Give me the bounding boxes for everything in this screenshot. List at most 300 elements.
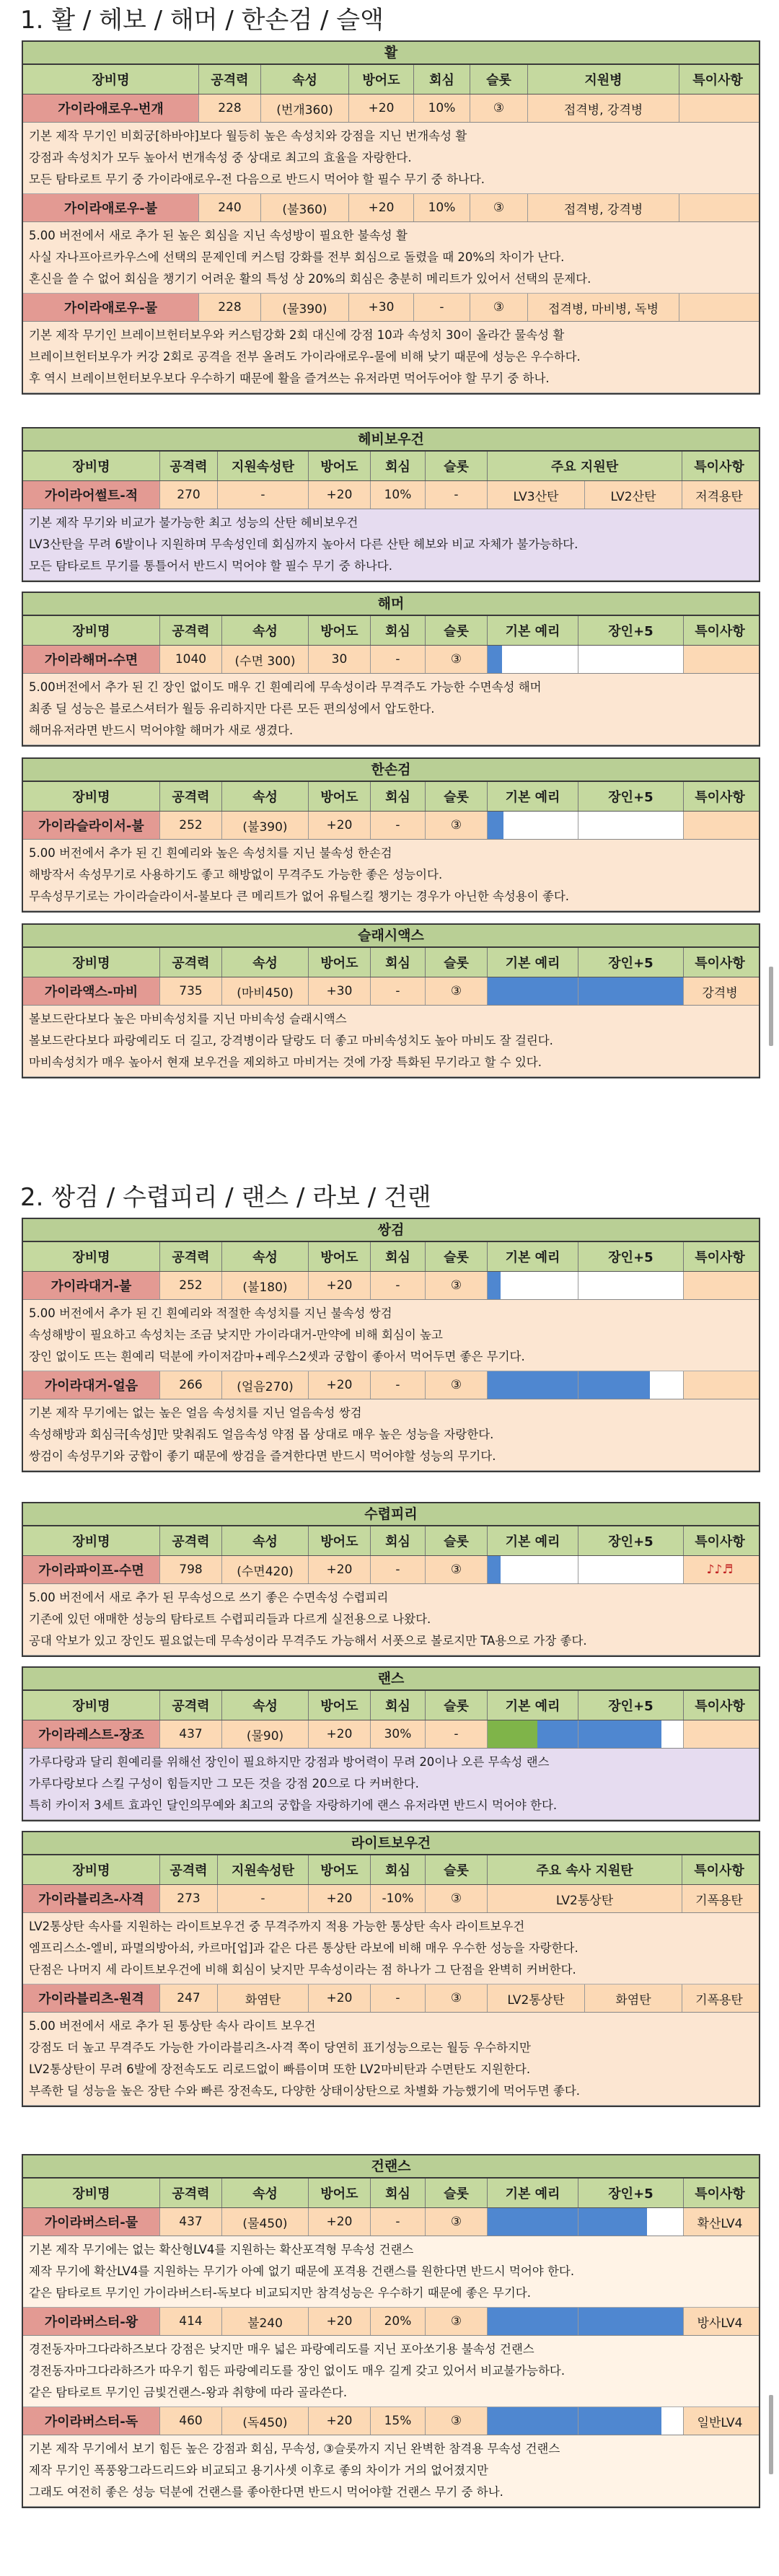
element-value: (수면420): [222, 1556, 309, 1583]
header-base-sharpness: 기본 예리: [488, 2179, 578, 2207]
header-base-sharpness: 기본 예리: [488, 1691, 578, 1720]
weapon-name: 가이라블리츠-원격: [23, 1984, 160, 2012]
notes-value: [679, 94, 756, 122]
header-handicraft: 장인+5: [578, 2179, 684, 2207]
defense-value: +20: [309, 2208, 371, 2236]
sharpness-segment-white: [661, 2407, 683, 2435]
weapon-name: 가이라레스트-장조: [23, 1720, 160, 1748]
notes-value: 저격용탄: [695, 489, 743, 504]
weapon-description: [23, 2435, 759, 2507]
table-row: [23, 977, 759, 1006]
sns-header-row: [23, 782, 759, 812]
description-line: 속성해방과 회심극[속성]만 맞춰줘도 얼음속성 약점 몹 상대로 매우 높은 성능을 자랑한다.: [29, 1428, 494, 1441]
header-attack: 공격력: [160, 782, 222, 811]
description-line: 기본 제작 무기에서 보기 힘든 높은 강점과 회심, 무속성, ③슬롯까지 지닌 완벽한 참격용 무속성 건랜스: [29, 2442, 560, 2456]
header-equipment-name: 장비명: [23, 948, 160, 977]
header-slot: 슬롯: [426, 2179, 488, 2207]
sword-shield-table: [22, 757, 760, 913]
defense-value: +20: [309, 1720, 371, 1748]
table-row: [23, 1885, 759, 1913]
header-attack: 공격력: [160, 452, 218, 480]
hammer-table-title: 해머: [23, 593, 759, 616]
slot-value: ③: [426, 1885, 488, 1912]
description-line: 볼보드란다보다 높은 마비속성치를 지닌 마비속성 슬래시액스: [29, 1012, 347, 1026]
handicraft-sharpness-bar: [578, 1272, 684, 1299]
attack-value: 1040: [160, 646, 222, 673]
description-line: 마비속성치가 매우 높아서 현재 보우건을 제외하고 마비거는 것에 가장 특화된 무기라고 할 수 있다.: [29, 1055, 542, 1069]
description-line: 최종 딜 성능은 블로스셔터가 월등 유리하지만 다른 모든 편의성에서 압도한다.: [29, 702, 435, 716]
element-value: (얼음270): [222, 1371, 309, 1399]
notes-value: 일반LV4: [697, 2415, 743, 2430]
defense-value: +20: [309, 2407, 371, 2435]
description-line: 기존에 있던 애매한 성능의 탐타로트 수렵피리들과 다르게 실전용으로 나왔다.: [29, 1612, 431, 1626]
description-line: 볼보드란다보다 파랑예리도 더 길고, 강격병이라 달랑도 더 좋고 마비속성치도 높아 마비도 잘 걸린다.: [29, 1034, 553, 1047]
affinity-value: -: [371, 1984, 426, 2012]
header-affinity: 회심: [371, 948, 426, 977]
header-handicraft: 장인+5: [578, 948, 684, 977]
handicraft-sharpness-bar: [578, 1371, 684, 1399]
header-notes: 특이사항: [695, 1699, 745, 1714]
description-line: 5.00 버전에서 새로 추가 된 통상탄 속사 라이트 보우건: [29, 2019, 316, 2033]
header-element: 속성: [222, 1242, 309, 1271]
dual-blades-table: [22, 1218, 760, 1472]
header-attack: 공격력: [160, 948, 222, 977]
notes-value: ♪♪♬: [706, 1562, 734, 1577]
header-equipment-name: 장비명: [23, 1242, 160, 1271]
slot-value: ③: [426, 2407, 488, 2435]
header-affinity: 회심: [371, 452, 426, 480]
slot-value: ③: [426, 977, 488, 1005]
support-ammo-1: LV2통상탄: [488, 1885, 682, 1912]
sharpness-segment-white: [501, 1556, 578, 1583]
sharpness-segment-blue: [578, 2407, 661, 2435]
description-line: 강점과 속성치가 모두 높아서 번개속성 중 상대로 최고의 효율을 자랑한다.: [29, 151, 412, 164]
header-affinity: 회심: [371, 1526, 426, 1555]
header-handicraft: 장인+5: [578, 1526, 684, 1555]
weapon-name: 가이라버스터-독: [23, 2407, 160, 2435]
header-equipment-name: 장비명: [23, 65, 199, 94]
base-sharpness-bar: [488, 2407, 578, 2435]
support-ammo-1: LV2통상탄: [488, 1984, 585, 2012]
slot-value: ③: [470, 294, 528, 321]
slot-value: ③: [426, 646, 488, 673]
weapon-description: [23, 222, 759, 294]
hammer-header-row: [23, 616, 759, 646]
header-defense: 방어도: [309, 616, 371, 645]
header-element: 속성: [222, 616, 309, 645]
weapon-name: 가이라슬라이서-불: [23, 812, 160, 839]
support-ammo-2: LV2산탄: [585, 481, 682, 509]
notes-value: [684, 1720, 756, 1748]
header-defense: 방어도: [309, 1526, 371, 1555]
element-value: (번개360): [261, 94, 349, 122]
handicraft-sharpness-bar: [578, 2308, 684, 2335]
attack-value: 252: [160, 812, 222, 839]
notes-value: [679, 294, 756, 321]
header-base-sharpness: 기본 예리: [488, 1526, 578, 1555]
slot-value: ③: [426, 1556, 488, 1583]
weapon-description: [23, 322, 759, 393]
element-value: (마비450): [222, 977, 309, 1005]
header-attack: 공격력: [199, 65, 261, 94]
slot-value: ③: [470, 94, 528, 122]
defense-value: +30: [309, 977, 371, 1005]
base-sharpness-bar: [488, 1272, 578, 1299]
weapon-name: 가이라대거-불: [23, 1272, 160, 1299]
slot-value: ③: [470, 194, 528, 221]
hunting-horn-table-title: 수렵피리: [23, 1503, 759, 1526]
description-line: 무속성무기로는 가이라슬라이서-불보다 큰 메리트가 없어 유틸스킬 챙기는 경우가 아닌한 속성용이 좋다.: [29, 889, 570, 903]
affinity-value: -: [371, 1556, 426, 1583]
table-row: [23, 1371, 759, 1399]
header-element: 속성: [222, 1526, 309, 1555]
defense-value: +20: [309, 1984, 371, 2012]
header-notes: 특이사항: [694, 1863, 744, 1878]
description-line: 공대 악보가 있고 장인도 필요없는데 무속성이라 무격주도 가능해서 서폿으로 볼로지만 TA용으로 가장 좋다.: [29, 1634, 587, 1648]
attack-value: 228: [199, 294, 261, 321]
header-support-element: 지원속성탄: [218, 1855, 309, 1884]
header-handicraft: 장인+5: [578, 782, 684, 811]
header-defense: 방어도: [309, 948, 371, 977]
sharpness-segment-blue: [488, 1556, 501, 1583]
affinity-value: -: [371, 1371, 426, 1399]
gunlance-table: [22, 2154, 760, 2508]
table-row: [23, 812, 759, 840]
table-row: [23, 1556, 759, 1584]
element-value: 화염탄: [218, 1984, 309, 2012]
element-value: -: [218, 481, 309, 509]
header-defense: 방어도: [349, 65, 414, 94]
slot-value: -: [426, 481, 488, 509]
description-line: 기본 제작 무기에는 없는 확산형LV4를 지원하는 확산포격형 무속성 건랜스: [29, 2243, 414, 2256]
notes-value: 기폭용탄: [695, 1893, 743, 1908]
weapon-name: 가이라파이프-수면: [23, 1556, 160, 1583]
lbg-header-row: [23, 1855, 759, 1885]
weapon-description: [23, 1006, 759, 1077]
description-line: LV2통상탄이 무려 6발에 장전속도도 리로드없이 빠름이며 또한 LV2마비탄과 수면탄도 지원한다.: [29, 2062, 531, 2076]
lance-table-title: 랜스: [23, 1668, 759, 1691]
header-element: 속성: [222, 948, 309, 977]
lance-table: [22, 1666, 760, 1821]
heavy-bowgun-table: [22, 427, 760, 582]
table-row: [23, 481, 759, 509]
sharpness-segment-white: [661, 1720, 683, 1748]
header-main-support-ammo: 주요 지원탄: [488, 452, 682, 480]
header-attack: 공격력: [160, 2179, 222, 2207]
header-slot: 슬롯: [426, 782, 488, 811]
header-slot: 슬롯: [426, 616, 488, 645]
header-main-rapid-ammo: 주요 속사 지원탄: [488, 1855, 682, 1884]
scrollbar-indicator: [769, 967, 773, 1046]
description-line: 해방작서 속성무기로 사용하기도 좋고 해방없이 무격주도 가능한 좋은 성능이다.: [29, 868, 443, 882]
attack-value: 437: [160, 1720, 222, 1748]
description-line: LV2통상탄 속사를 지원하는 라이트보우건 중 무격주까지 적용 가능한 통상탄 속사 라이트보우건: [29, 1920, 525, 1933]
affinity-value: -10%: [371, 1885, 426, 1912]
switch-axe-table-title: 슬래시액스: [23, 925, 759, 948]
saxe-header-row: [23, 948, 759, 977]
element-value: (수면 300): [222, 646, 309, 673]
header-defense: 방어도: [309, 1242, 371, 1271]
description-line: 특히 카이저 3세트 효과인 달인의무예와 최고의 궁합을 자랑하기에 랜스 유저라면 반드시 먹어야 한다.: [29, 1798, 558, 1812]
header-equipment-name: 장비명: [23, 2179, 160, 2207]
section-1-title: 1. 활 / 헤보 / 해머 / 한손검 / 슬액: [20, 6, 384, 35]
header-base-sharpness: 기본 예리: [488, 948, 578, 977]
attack-value: 798: [160, 1556, 222, 1583]
support-value: 접격병, 강격병: [528, 94, 679, 122]
sharpness-segment-white: [578, 646, 683, 673]
affinity-value: 10%: [414, 194, 470, 221]
affinity-value: 10%: [371, 481, 426, 509]
header-slot: 슬롯: [426, 1242, 488, 1271]
description-line: 5.00 버전에서 추가 된 긴 흰예리와 높은 속성치를 지닌 불속성 한손검: [29, 846, 392, 860]
sharpness-segment-blue: [488, 646, 502, 673]
description-line: 5.00 버전에서 새로 추가 된 무속성으로 쓰기 좋은 수면속성 수렵피리: [29, 1591, 389, 1604]
defense-value: +20: [309, 1371, 371, 1399]
sharpness-segment-white: [650, 1371, 683, 1399]
element-value: -: [218, 1885, 309, 1912]
header-affinity: 회심: [371, 782, 426, 811]
affinity-value: -: [371, 812, 426, 839]
bow-header-row: [23, 65, 759, 94]
affinity-value: 15%: [371, 2407, 426, 2435]
description-line: 기본 제작 무기인 브레이브헌터보우와 커스텀강화 2회 대신에 강점 10과 속성치 30이 올라간 물속성 활: [29, 328, 565, 342]
handicraft-sharpness-bar: [578, 1720, 684, 1748]
header-notes: 특이사항: [695, 1250, 745, 1265]
hh-header-row: [23, 1526, 759, 1556]
weapon-description: [23, 1584, 759, 1656]
weapon-name: 가이라대거-얼음: [23, 1371, 160, 1399]
attack-value: 437: [160, 2208, 222, 2236]
description-line: 5.00 버전에서 추가 된 긴 흰예리와 적절한 속성치를 지닌 불속성 쌍검: [29, 1306, 392, 1320]
table-row: [23, 2208, 759, 2236]
description-line: 5.00버전에서 추가 된 긴 장인 없이도 매우 긴 흰예리에 무속성이라 무격주도 가능한 수면속성 해머: [29, 680, 542, 694]
weapon-description: [23, 674, 759, 745]
sharpness-segment-blue: [537, 1720, 578, 1748]
description-line: 가루다랑보다 스킬 구성이 힘들지만 그 모든 것을 강점 20으로 다 커버한다.: [29, 1777, 419, 1790]
weapon-name: 가이라버스터-왕: [23, 2308, 160, 2335]
attack-value: 414: [160, 2308, 222, 2335]
gunlance-table-title: 건랜스: [23, 2155, 759, 2179]
notes-value: 방사LV4: [697, 2316, 743, 2331]
header-affinity: 회심: [371, 1242, 426, 1271]
header-defense: 방어도: [309, 1855, 371, 1884]
sharpness-segment-green: [488, 1720, 537, 1748]
dual-blades-table-title: 쌍검: [23, 1219, 759, 1242]
defense-value: +30: [349, 294, 414, 321]
header-notes: 특이사항: [695, 1534, 745, 1549]
header-defense: 방어도: [309, 2179, 371, 2207]
header-defense: 방어도: [309, 782, 371, 811]
support-ammo-1: LV3산탄: [488, 481, 585, 509]
weapon-name: 가이라애로우-불: [23, 194, 199, 221]
table-row: [23, 1720, 759, 1749]
defense-value: +20: [349, 94, 414, 122]
description-line: 같은 탐타로트 무기인 가이라버스터-독보다 비교되지만 참격성능은 우수하기 때문에 좋은 무기다.: [29, 2286, 531, 2300]
handicraft-sharpness-bar: [578, 977, 684, 1005]
description-line: 제작 무기인 폭풍왕그라드리드와 비교되고 용기사셋 이후로 좋의 차이가 거의 없어졌지만: [29, 2463, 488, 2477]
section-2-title: 2. 쌍검 / 수렵피리 / 랜스 / 라보 / 건랜: [20, 1183, 431, 1212]
description-line: 속성해방이 필요하고 속성치는 조금 낮지만 가이라대거-만약에 비해 회심이 높고: [29, 1328, 443, 1342]
header-element: 속성: [222, 1691, 309, 1720]
hammer-table: [22, 592, 760, 747]
attack-value: 460: [160, 2407, 222, 2435]
affinity-value: 20%: [371, 2308, 426, 2335]
element-value: (독450): [222, 2407, 309, 2435]
notes-value: 기폭용탄: [695, 1992, 743, 2008]
description-line: 부족한 딜 성능을 높은 장탄 수와 빠른 장전속도, 다양한 상태이상탄으로 차별화 가능했기에 먹어두면 좋다.: [29, 2084, 581, 2098]
header-notes: 특이사항: [692, 73, 743, 88]
header-equipment-name: 장비명: [23, 452, 160, 480]
slot-value: ③: [426, 1371, 488, 1399]
defense-value: +20: [349, 194, 414, 221]
slot-value: ③: [426, 1272, 488, 1299]
scrollbar-indicator: [769, 2395, 773, 2474]
sharpness-segment-white: [502, 646, 578, 673]
affinity-value: 10%: [414, 94, 470, 122]
description-line: 브레이브헌터보우가 커강 2회로 공격을 전부 올려도 가이라애로우-물에 비해 낮기 때문에 성능은 우수하다.: [29, 350, 581, 364]
notes-value: [684, 646, 756, 673]
attack-value: 252: [160, 1272, 222, 1299]
header-notes: 특이사항: [695, 2186, 745, 2202]
header-equipment-name: 장비명: [23, 1855, 160, 1884]
attack-value: 270: [160, 481, 218, 509]
sword-shield-table-title: 한손검: [23, 759, 759, 782]
header-attack: 공격력: [160, 616, 222, 645]
header-slot: 슬롯: [426, 1855, 488, 1884]
header-slot: 슬롯: [426, 1691, 488, 1720]
header-attack: 공격력: [160, 1855, 218, 1884]
weapon-description: [23, 840, 759, 911]
header-base-sharpness: 기본 예리: [488, 1242, 578, 1271]
defense-value: +20: [309, 1272, 371, 1299]
table-row: [23, 194, 759, 222]
table-row: [23, 294, 759, 322]
header-base-sharpness: 기본 예리: [488, 782, 578, 811]
base-sharpness-bar: [488, 2308, 578, 2335]
weapon-description: [23, 1913, 759, 1984]
description-line: 모든 탐타로트 무기를 통틀어서 반드시 먹어야 할 필수 무기 중 하나다.: [29, 559, 392, 573]
header-slot: 슬롯: [426, 948, 488, 977]
notes-value: [684, 812, 756, 839]
defense-value: +20: [309, 481, 371, 509]
description-line: LV3산탄을 무려 6발이나 지원하며 무속성인데 회심까지 높아서 다른 산탄 헤보와 비교 자체가 불가능하다.: [29, 537, 578, 551]
support-value: 접격병, 강격병: [528, 194, 679, 221]
description-line: 강점도 더 높고 무격주도 가능한 가이라블리츠-사격 쪽이 당연히 표기성능으로는 월등 우수하지만: [29, 2041, 531, 2054]
weapon-description: [23, 1749, 759, 1820]
sharpness-segment-white: [578, 1272, 683, 1299]
weapon-name: 가이라어썰트-적: [23, 481, 160, 509]
attack-value: 228: [199, 94, 261, 122]
description-line: 사실 자나프아르카우스에 선택의 문제인데 커스텀 강화를 전부 회심으로 돌렸을 때 20%의 차이가 난다.: [29, 250, 565, 264]
header-handicraft: 장인+5: [578, 616, 684, 645]
light-bowgun-table-title: 라이트보우건: [23, 1832, 759, 1855]
bow-table: [22, 40, 760, 395]
header-notes: 특이사항: [695, 624, 745, 639]
notes-value: 강격병: [702, 985, 738, 1001]
sharpness-segment-blue: [578, 2208, 647, 2236]
header-equipment-name: 장비명: [23, 1526, 160, 1555]
description-line: 경전동자마그다라하즈보다 강점은 낮지만 매우 넓은 파랑예리도를 지닌 포아쏘기용 불속성 건랜스: [29, 2342, 534, 2356]
element-value: (불360): [261, 194, 349, 221]
description-line: 장인 없이도 뜨는 흰예리 덕분에 카이저감마+레우스2셋과 궁합이 좋아서 먹어두면 좋은 무기다.: [29, 1350, 525, 1363]
description-line: 기본 제작 무기에는 없는 높은 얼음 속성치를 지닌 얼음속성 쌍검: [29, 1406, 362, 1420]
weapon-description: [23, 509, 759, 581]
base-sharpness-bar: [488, 1556, 578, 1583]
description-line: 후 역시 브레이브헌터보우보다 우수하기 때문에 활을 즐겨쓰는 유저라면 먹어두어야 할 무기 중 하나.: [29, 372, 550, 385]
header-element: 속성: [222, 2179, 309, 2207]
header-equipment-name: 장비명: [23, 616, 160, 645]
header-attack: 공격력: [160, 1242, 222, 1271]
hunting-horn-table: [22, 1502, 760, 1657]
handicraft-sharpness-bar: [578, 2208, 684, 2236]
description-line: 엠프리스소-엘비, 파멸의방아쇠, 카르마[업]과 같은 다른 통상탄 라보에 비해 매우 우수한 성능을 자랑한다.: [29, 1941, 578, 1955]
db-header-row: [23, 1242, 759, 1272]
slot-value: ③: [426, 812, 488, 839]
sharpness-segment-white: [647, 2208, 683, 2236]
notes-value: [679, 194, 756, 221]
weapon-name: 가이라해머-수면: [23, 646, 160, 673]
affinity-value: -: [414, 294, 470, 321]
description-line: 단점은 나머지 세 라이트보우건에 비해 회심이 낮지만 무속성이라는 점 하나가 그 단점을 완벽히 커버한다.: [29, 1963, 576, 1977]
sharpness-segment-white: [578, 812, 683, 839]
element-value: 불240: [222, 2308, 309, 2335]
description-line: 같은 탐타로트 무기인 금빛건랜스-왕과 취향에 따라 골라쓴다.: [29, 2386, 348, 2399]
attack-value: 273: [160, 1885, 218, 1912]
sharpness-segment-blue: [488, 812, 503, 839]
description-line: 기본 제작 무기인 비회궁[하바야]보다 월등히 높은 속성치와 강점을 지닌 번개속성 활: [29, 129, 467, 143]
header-attack: 공격력: [160, 1691, 222, 1720]
slot-value: ③: [426, 2308, 488, 2335]
attack-value: 735: [160, 977, 222, 1005]
base-sharpness-bar: [488, 812, 578, 839]
heavy-header-row: [23, 452, 759, 481]
sharpness-segment-white: [503, 812, 578, 839]
affinity-value: 30%: [371, 1720, 426, 1748]
weapon-description: [23, 1399, 759, 1471]
affinity-value: -: [371, 2208, 426, 2236]
weapon-description: [23, 123, 759, 194]
weapon-name: 가이라블리츠-사격: [23, 1885, 160, 1912]
affinity-value: -: [371, 977, 426, 1005]
header-handicraft: 장인+5: [578, 1691, 684, 1720]
header-element: 속성: [261, 65, 349, 94]
header-base-sharpness: 기본 예리: [488, 616, 578, 645]
defense-value: +20: [309, 1556, 371, 1583]
base-sharpness-bar: [488, 2208, 578, 2236]
header-affinity: 회심: [414, 65, 470, 94]
handicraft-sharpness-bar: [578, 2407, 684, 2435]
affinity-value: -: [371, 646, 426, 673]
header-equipment-name: 장비명: [23, 1691, 160, 1720]
description-line: 5.00 버전에서 새로 추가 된 높은 회심을 지닌 속성방이 필요한 불속성 활: [29, 229, 408, 242]
description-line: 가루다랑과 달리 흰예리를 위해선 장인이 필요하지만 강점과 방어력이 무려 20이나 오른 무속성 랜스: [29, 1755, 550, 1769]
table-row: [23, 646, 759, 674]
header-attack: 공격력: [160, 1526, 222, 1555]
weapon-description: [23, 2236, 759, 2308]
sharpness-segment-blue: [488, 1272, 501, 1299]
element-value: (불180): [222, 1272, 309, 1299]
header-element: 속성: [222, 782, 309, 811]
sharpness-segment-white: [578, 1556, 683, 1583]
header-slot: 슬롯: [470, 65, 528, 94]
sharpness-segment-blue: [578, 1720, 661, 1748]
header-affinity: 회심: [371, 616, 426, 645]
header-support-element: 지원속성탄: [218, 452, 309, 480]
sharpness-segment-blue: [578, 1371, 650, 1399]
weapon-description: [23, 2336, 759, 2407]
description-line: 해머유저라면 반드시 먹어야할 해머가 새로 생겼다.: [29, 724, 294, 737]
attack-value: 240: [199, 194, 261, 221]
